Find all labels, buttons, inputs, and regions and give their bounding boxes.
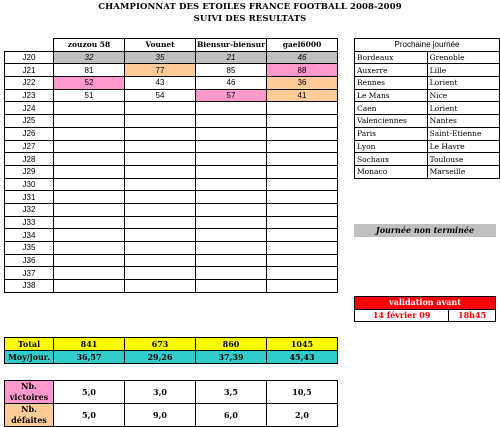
score-cell <box>196 191 267 204</box>
match-row <box>355 165 500 178</box>
wins-losses-table <box>4 380 338 427</box>
round-label: J24 <box>5 102 54 115</box>
score-cell: 32 <box>54 51 125 64</box>
match-row <box>355 51 500 64</box>
score-cell <box>267 102 338 115</box>
home-team: Monaco <box>355 165 428 178</box>
losses-row <box>5 404 338 427</box>
page-title: CHAMPIONNAT DES ETOILES FRANCE FOOTBALL 2008-2009 <box>98 2 402 12</box>
validation-date: 14 février 09 <box>355 309 449 322</box>
away-team: Grenoble <box>427 51 499 64</box>
round-label: J30 <box>5 178 54 191</box>
average-value: 37,39 <box>196 351 267 364</box>
score-cell <box>196 254 267 267</box>
round-status-badge: Journée non terminée <box>354 224 496 237</box>
losses-value: 6,0 <box>196 404 267 427</box>
round-label: J26 <box>5 127 54 140</box>
score-cell <box>196 229 267 242</box>
score-cell <box>54 229 125 242</box>
score-cell <box>54 153 125 166</box>
losses-value: 5,0 <box>54 404 125 427</box>
score-cell <box>267 153 338 166</box>
round-label: J31 <box>5 191 54 204</box>
score-cell <box>125 216 196 229</box>
wins-value: 10,5 <box>267 381 338 404</box>
average-value: 45,43 <box>267 351 338 364</box>
score-cell <box>267 127 338 140</box>
round-row <box>5 127 338 140</box>
round-row <box>5 153 338 166</box>
score-cell <box>125 178 196 191</box>
score-cell <box>54 267 125 280</box>
validation-time: 18h45 <box>449 309 496 322</box>
average-value: 36,57 <box>54 351 125 364</box>
score-cell: 54 <box>125 89 196 102</box>
losses-label: Nb. défaites <box>5 404 54 427</box>
score-cell <box>196 102 267 115</box>
score-cell <box>267 203 338 216</box>
score-cell <box>54 102 125 115</box>
total-row <box>5 338 338 351</box>
player-header: Biensur-biensur <box>196 40 266 50</box>
away-team: Toulouse <box>427 153 499 166</box>
round-row <box>5 267 338 280</box>
away-team: Lorient <box>427 77 499 90</box>
score-cell <box>196 115 267 128</box>
score-cell: 41 <box>267 89 338 102</box>
score-cell <box>125 102 196 115</box>
corner-cell <box>5 39 54 52</box>
score-cell: 21 <box>196 51 267 64</box>
round-label: J34 <box>5 229 54 242</box>
score-cell <box>267 254 338 267</box>
score-cell <box>125 127 196 140</box>
round-label: J28 <box>5 153 54 166</box>
score-cell <box>54 203 125 216</box>
round-label: J27 <box>5 140 54 153</box>
score-cell <box>54 115 125 128</box>
score-cell <box>196 165 267 178</box>
score-cell <box>267 280 338 293</box>
round-row <box>5 229 338 242</box>
round-row <box>5 165 338 178</box>
home-team: Bordeaux <box>355 51 428 64</box>
round-row <box>5 89 338 102</box>
wins-label: Nb. victoires <box>5 381 54 404</box>
score-cell <box>54 127 125 140</box>
score-cell <box>54 242 125 255</box>
results-table <box>4 38 338 293</box>
round-row <box>5 77 338 90</box>
score-cell: 77 <box>125 64 196 77</box>
match-row <box>355 153 500 166</box>
match-row <box>355 89 500 102</box>
round-label: J38 <box>5 280 54 293</box>
score-cell: 35 <box>125 51 196 64</box>
score-cell <box>196 127 267 140</box>
round-label: J29 <box>5 165 54 178</box>
score-cell <box>267 216 338 229</box>
score-cell <box>125 140 196 153</box>
score-cell <box>196 280 267 293</box>
away-team: Lille <box>427 64 499 77</box>
score-cell <box>125 267 196 280</box>
round-row <box>5 140 338 153</box>
round-row <box>5 115 338 128</box>
losses-value: 2,0 <box>267 404 338 427</box>
home-team: Lyon <box>355 140 428 153</box>
score-cell: 85 <box>196 64 267 77</box>
round-label: J35 <box>5 242 54 255</box>
round-label: J37 <box>5 267 54 280</box>
away-team: Nice <box>427 89 499 102</box>
page-subtitle: SUIVI DES RESULTATS <box>193 14 307 24</box>
match-row <box>355 127 500 140</box>
round-label: J36 <box>5 254 54 267</box>
score-cell <box>125 191 196 204</box>
player-header: gael6000 <box>267 39 338 52</box>
next-round-header: Prochaine journée <box>355 39 500 52</box>
score-cell: 57 <box>196 89 267 102</box>
round-row <box>5 280 338 293</box>
losses-value: 9,0 <box>125 404 196 427</box>
score-cell <box>267 267 338 280</box>
round-label: J20 <box>5 51 54 64</box>
round-row <box>5 178 338 191</box>
round-label: J25 <box>5 115 54 128</box>
home-team: Paris <box>355 127 428 140</box>
next-round-table <box>354 38 500 179</box>
match-row <box>355 140 500 153</box>
home-team: Auxerre <box>355 64 428 77</box>
score-cell <box>54 178 125 191</box>
round-label: J33 <box>5 216 54 229</box>
away-team: Marseille <box>427 165 499 178</box>
wins-value: 3,0 <box>125 381 196 404</box>
score-cell <box>196 267 267 280</box>
score-cell <box>267 191 338 204</box>
home-team: Sochaux <box>355 153 428 166</box>
round-label: J22 <box>5 77 54 90</box>
score-cell: 46 <box>267 51 338 64</box>
score-cell <box>125 203 196 216</box>
match-row <box>355 102 500 115</box>
score-cell <box>196 203 267 216</box>
total-value: 1045 <box>267 338 338 351</box>
home-team: Caen <box>355 102 428 115</box>
average-label: Moy/jour. <box>5 351 54 364</box>
round-row <box>5 242 338 255</box>
score-cell <box>267 165 338 178</box>
score-cell <box>125 242 196 255</box>
score-cell: 52 <box>54 77 125 90</box>
score-cell <box>54 280 125 293</box>
score-cell <box>125 254 196 267</box>
score-cell <box>196 153 267 166</box>
match-row <box>355 115 500 128</box>
score-cell: 36 <box>267 77 338 90</box>
score-cell: 81 <box>54 64 125 77</box>
score-cell <box>267 178 338 191</box>
total-value: 860 <box>196 338 267 351</box>
round-label: J23 <box>5 89 54 102</box>
score-cell <box>196 242 267 255</box>
score-cell <box>125 165 196 178</box>
validation-box <box>354 296 496 322</box>
away-team: Lorient <box>427 102 499 115</box>
round-row <box>5 64 338 77</box>
score-cell <box>125 153 196 166</box>
score-cell <box>267 140 338 153</box>
round-row <box>5 102 338 115</box>
away-team: Nantes <box>427 115 499 128</box>
player-header: Vounet <box>125 39 196 52</box>
score-cell <box>125 280 196 293</box>
total-label: Total <box>5 338 54 351</box>
round-row <box>5 51 338 64</box>
average-row <box>5 351 338 364</box>
score-cell <box>54 165 125 178</box>
match-row <box>355 64 500 77</box>
round-row <box>5 203 338 216</box>
home-team: Rennes <box>355 77 428 90</box>
results-header-row <box>5 39 338 52</box>
score-cell <box>54 254 125 267</box>
wins-row <box>5 381 338 404</box>
score-cell <box>54 191 125 204</box>
total-value: 841 <box>54 338 125 351</box>
home-team: Le Mans <box>355 89 428 102</box>
wins-value: 5,0 <box>54 381 125 404</box>
score-cell <box>196 178 267 191</box>
score-cell: 43 <box>125 77 196 90</box>
score-cell <box>125 229 196 242</box>
round-row <box>5 216 338 229</box>
round-label: J21 <box>5 64 54 77</box>
validation-header: validation avant <box>355 297 496 310</box>
score-cell <box>196 140 267 153</box>
score-cell <box>54 216 125 229</box>
score-cell <box>54 140 125 153</box>
wins-value: 3,5 <box>196 381 267 404</box>
score-cell <box>267 115 338 128</box>
total-value: 673 <box>125 338 196 351</box>
away-team: Le Havre <box>427 140 499 153</box>
match-row <box>355 77 500 90</box>
score-cell <box>267 229 338 242</box>
score-cell: 46 <box>196 77 267 90</box>
round-label: J32 <box>5 203 54 216</box>
round-row <box>5 254 338 267</box>
score-cell: 51 <box>54 89 125 102</box>
score-cell <box>196 216 267 229</box>
totals-table <box>4 337 338 364</box>
score-cell: 88 <box>267 64 338 77</box>
average-value: 29,26 <box>125 351 196 364</box>
away-team: Saint-Etienne <box>427 127 499 140</box>
player-header: zouzou 58 <box>54 39 125 52</box>
round-row <box>5 191 338 204</box>
score-cell <box>267 242 338 255</box>
home-team: Valenciennes <box>355 115 428 128</box>
score-cell <box>125 115 196 128</box>
